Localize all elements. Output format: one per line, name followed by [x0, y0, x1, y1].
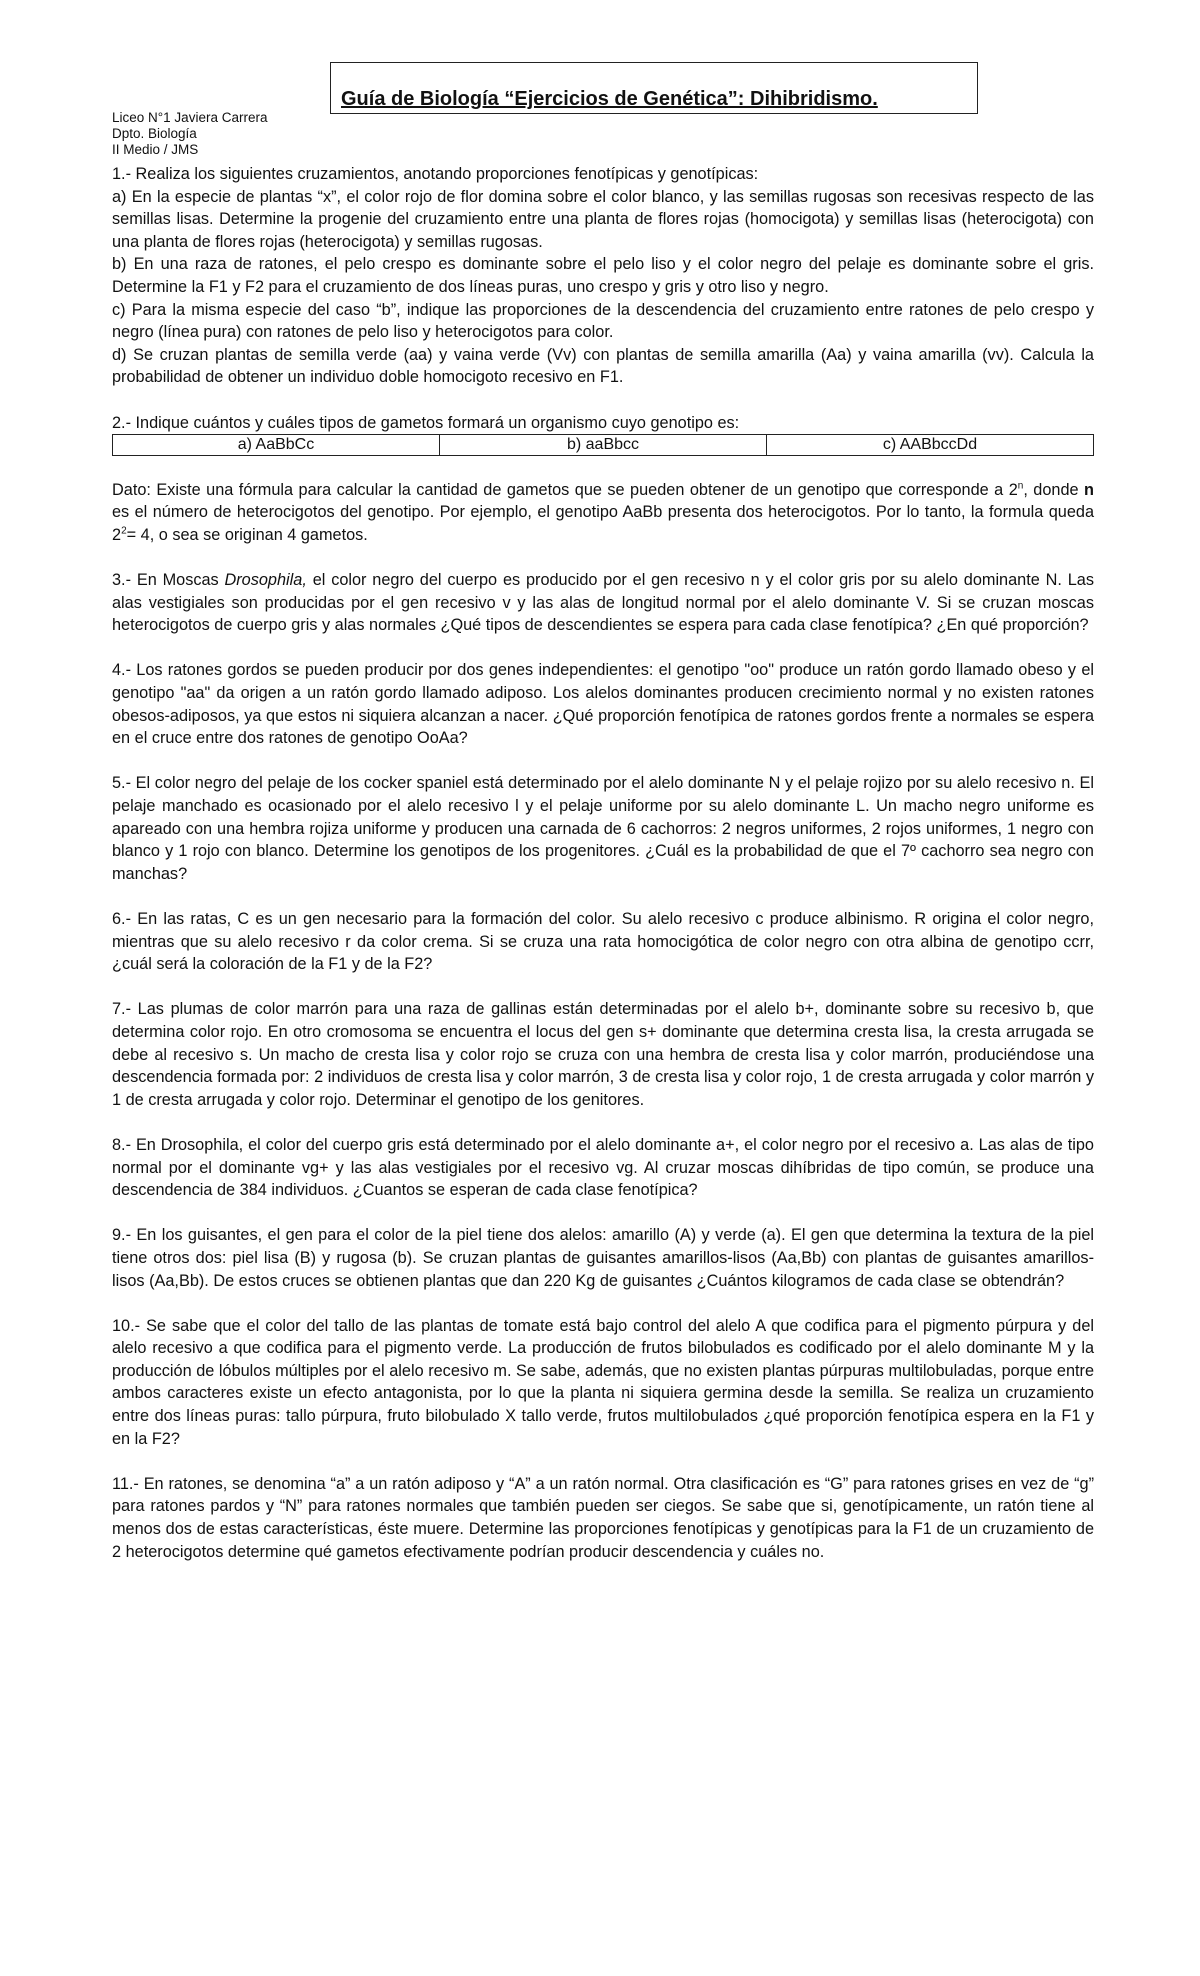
question-1a: a) En la especie de plantas “x”, el color rojo de flor domina sobre el color blanco, y las semillas rugosas son recesivas respecto de las semillas lisas. Determine la progenie del cruzamiento entre una planta de flores rojas (homocigota) y semillas lisas (heterocigota) con una planta de flores rojas (heterocigota) y semillas rugosas.	[112, 187, 1094, 251]
table-cell: b) aaBbcc	[440, 435, 767, 456]
table-cell: c) AABbccDd	[767, 435, 1094, 456]
question-1b: b) En una raza de ratones, el pelo crespo es dominante sobre el pelo liso y el color negro del pelaje es dominante sobre el gris. Determine la F1 y F2 para el cruzamiento de dos líneas puras, uno crespo y gris y otro liso y negro.	[112, 255, 1094, 296]
question-1c: c) Para la misma especie del caso “b”, indique las proporciones de la descendencia del cruzamiento entre ratones de pelo crespo y negro (línea pura) con ratones de pelo liso y heterocigotos para color.	[112, 300, 1094, 342]
question-11: 11.- En ratones, se denomina “a” a un ratón adiposo y “A” a un ratón normal. Otra clasificación es “G” para ratones grises en vez de “g” para ratones pardos y “N” para ratones normales que también pueden ser ciegos. Se sabe que si, genotípicamente, un ratón tiene al menos dos de estas características, éste muere. Determine las proporciones fenotípicas y genotípicas para la F1 de un cruzamiento de 2 heterocigotos determine qué gametos efectivamente podrían producir descendencia y cuáles no.	[112, 1474, 1094, 1561]
school-header	[112, 110, 267, 158]
page-title: Guía de Biología “Ejercicios de Genética”: Dihibridismo.	[341, 88, 878, 110]
question-6: 6.- En las ratas, C es un gen necesario para la formación del color. Su alelo recesivo c produce albinismo. R origina el color negro, mientras que su alelo recesivo r da color crema. Si se cruza una rata homocigótica de color negro con otra albina de genotipo ccrr, ¿cuál será la coloración de la F1 y de la F2?	[112, 910, 1094, 974]
school-name: Liceo N°1 Javiera Carrera	[112, 110, 268, 125]
question-5: 5.- El color negro del pelaje de los cocker spaniel está determinado por el alelo dominante N y el pelaje rojizo por su alelo recesivo n. El pelaje manchado es ocasionado por el alelo recesivo l y el pelaje uniforme por su alelo dominante L. Un macho negro uniforme es apareado con una hembra rojiza uniforme y producen una carnada de 6 cachorros: 2 negros uniformes, 2 rojos uniformes, 1 negro con blanco y 1 rojo con blanco. Determine los genotipos de los progenitores. ¿Cuál es la probabilidad de que el 7º cachorro sea negro con manchas?	[112, 774, 1094, 883]
table-row	[113, 435, 1094, 456]
question-9: 9.- En los guisantes, el gen para el color de la piel tiene dos alelos: amarillo (A) y verde (a). El gen que determina la textura de la piel tiene otros dos: piel lisa (B) y rugosa (b). Se cruzan plantas de guisantes amarillos-lisos (Aa,Bb) con plantas de guisantes amarillos-lisos (Aa,Bb). De estos cruces se obtienen plantas que dan 220 Kg de guisantes ¿Cuántos kilogramos de cada clase se obtendrán?	[112, 1226, 1094, 1290]
question-1-intro: 1.- Realiza los siguientes cruzamientos, anotando proporciones fenotípicas y genotípicas:	[112, 165, 759, 183]
gamete-formula-note: Dato: Existe una fórmula para calcular la cantidad de gametos que se pueden obtener de un genotipo que corresponde a 2$^n$, donde n es el número de heterocigotos del genotipo. Por ejemplo, el genotipo AaBb presenta dos heterocigotos. Por lo tanto, la formula queda $2^2= 4$, o sea se originan 4 gametos.	[112, 480, 1094, 544]
department: Dpto. Biología	[112, 126, 197, 141]
question-10: 10.- Se sabe que el color del tallo de las plantas de tomate está bajo control del alelo A que codifica para el pigmento púrpura y del alelo recesivo a que codifica para el pigmento verde. La producción de frutos bilobulados es codificado por el alelo dominante M y la producción de lóbulos múltiples por el alelo recesivo m. Se sabe, además, que no existen plantas púrpuras multilobuladas, porque entre ambos caracteres existe un efecto antagonista, por lo que la planta ni siquiera germina desde la semilla. Se realiza un cruzamiento entre dos líneas puras: tallo púrpura, fruto bilobulado X tallo verde, frutos multilobulados ¿qué proporción fenotípica espera en la F1 y en la F2?	[112, 1316, 1094, 1448]
question-1d: d) Se cruzan plantas de semilla verde (aa) y vaina verde (Vv) con plantas de semilla amarilla (Aa) y vaina amarilla (vv). Calcula la probabilidad de obtener un individuo doble homocigoto recesivo en F1.	[112, 345, 1094, 387]
genotype-table	[112, 434, 1094, 456]
exercise-list	[112, 163, 1094, 1563]
course-label: II Medio / JMS	[112, 142, 199, 157]
table-cell: a) AaBbCc	[113, 435, 440, 456]
question-3: 3.- En Moscas Drosophila, el color negro del cuerpo es producido por el gen recesivo n y el color gris por su alelo dominante N. Las alas vestigiales son producidas por el gen recesivo v y las alas de longitud normal por el alelo dominante V. Si se cruzan moscas heterocigotos de cuerpo gris y alas normales ¿Qué tipos de descendientes se espera para cada clase fenotípica? ¿En qué proporción?	[112, 571, 1094, 635]
question-7: 7.- Las plumas de color marrón para una raza de gallinas están determinadas por el alelo b+, dominante sobre su recesivo b, que determina color rojo. En otro cromosoma se encuentra el locus del gen s+ dominante que determina cresta lisa, la cresta arrugada se debe al recesivo s. Un macho de cresta lisa y color rojo se cruza con una hembra de cresta lisa y color marrón, produciéndose una descendencia formada por: 2 individuos de cresta lisa y color marrón, 3 de cresta lisa y color rojo, 1 de cresta arrugada y color marrón y 1 de cresta arrugada y color rojo. Determinar el genotipo de los genitores.	[112, 1000, 1094, 1109]
title-box	[330, 62, 978, 114]
question-2-intro: 2.- Indique cuántos y cuáles tipos de gametos formará un organismo cuyo genotipo es:	[112, 413, 740, 432]
question-4: 4.- Los ratones gordos se pueden producir por dos genes independientes: el genotipo "oo" produce un ratón gordo llamado obeso y el genotipo "aa" da origen a un ratón gordo llamado adiposo. Los alelos dominantes producen crecimiento normal y no existen ratones obesos-adiposos, ya que estos ni siquiera alcanzan a nacer. ¿Qué proporción fenotípica de ratones gordos frente a normales se espera en el cruce entre dos ratones de genotipo OoAa?	[112, 661, 1094, 748]
question-8: 8.- En Drosophila, el color del cuerpo gris está determinado por el alelo dominante a+, el color negro por el recesivo a. Las alas de tipo normal por el dominante vg+ y las alas vestigiales por el recesivo vg. Al cruzar moscas dihíbridas de tipo común, se produce una descendencia de 384 individuos. ¿Cuantos se esperan de cada clase fenotípica?	[112, 1135, 1094, 1200]
